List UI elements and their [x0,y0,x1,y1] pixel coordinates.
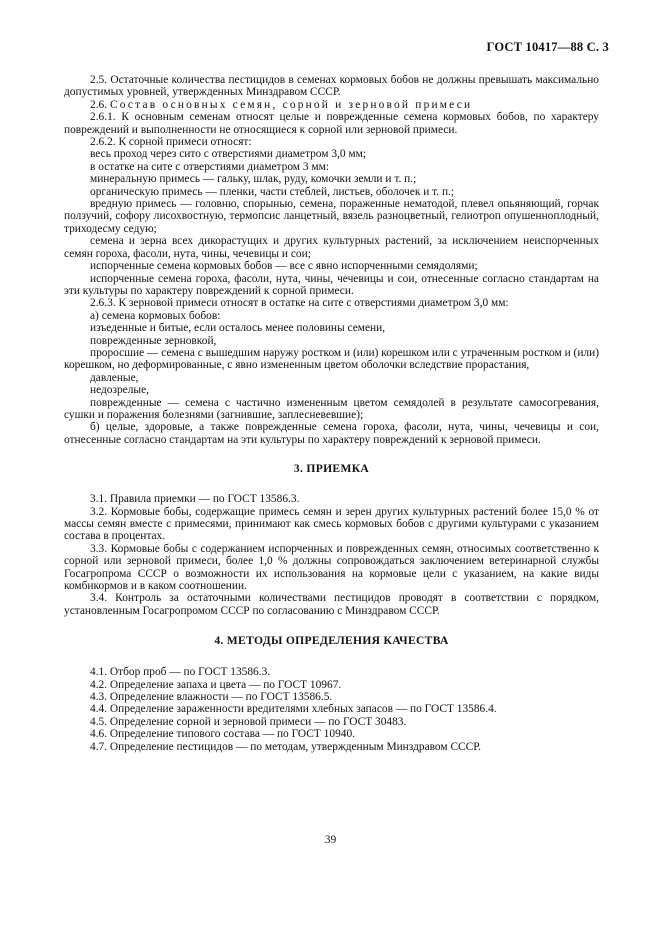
paragraph-2-6-2: 2.6.2. К сорной примеси относят: [90,136,252,149]
paragraph-3-3: 3.3. Кормовые бобы с содержанием испорченных и поврежденных семян, относимых соответственно к сорной или зерновой примеси, более 1,0 % должны сопровождаться заключением ветеринарной службы Госагропрома СССР о возможности их использования на кормовые цели с указанием, на какие виды комбикормов и в каком соотношении. [64,542,599,593]
heading-2-6-text: Состав основных семян, сорной и зерновой примеси [109,98,473,111]
page-number: 39 [324,834,337,846]
grain-item: давленые, [90,371,139,384]
weed-item: испорченные семена гороха, фасоли, нута, чины, чечевицы и сои, отнесенные согласно стандартам на эти культуры по характеру повреждений к сорной примеси. [64,272,599,297]
grain-item: поврежденные — семена с частично измененным цветом семядолей в результате самосогревания, сушки и поражения болезнями (загнившие, заплесневевшие); [64,396,599,421]
weed-item: в остатке на сите с отверстиями диаметром 3 мм: [90,160,329,173]
grain-item: изъеденные и битые, если осталось менее половины семени, [90,322,386,335]
paragraph-3-1: 3.1. Правила приемки — по ГОСТ 13586.3. [90,493,300,506]
subsection-heading-2-6 [64,99,599,111]
weed-item: весь проход через сито с отверстиями диаметром 3,0 мм; [90,148,366,161]
paragraph-2-6-1: 2.6.1. К основным семенам относят целые и поврежденные семена кормовых бобов, по характеру повреждений и выполненности не относящиеся к сорной или зерновой примеси. [64,111,599,136]
weed-item: органическую примесь — пленки, части стеблей, листьев, оболочек и т. п.; [90,185,455,198]
method-item: 4.7. Определение пестицидов — по методам, утвержденным Минздравом СССР. [90,740,482,753]
grain-item: б) целые, здоровые, а также поврежденные семена гороха, фасоли, нута, чины, чечевицы и сои, отнесенные согласно стандартам на эти культуры по характеру повреждений к зерновой примеси. [64,421,599,446]
method-item: 4.1. Отбор проб — по ГОСТ 13586.3. [90,666,271,679]
document-body [64,74,599,753]
method-item: 4.6. Определение типового состава — по ГОСТ 10940. [90,728,355,741]
section-4-heading: 4. МЕТОДЫ ОПРЕДЕЛЕНИЯ КАЧЕСТВА [214,634,449,648]
method-item: 4.2. Определение запаха и цвета — по ГОСТ 10967. [90,678,342,691]
grain-item: поврежденные зерновкой, [90,334,217,347]
paragraph-3-4: 3.4. Контроль за остаточными количествами пестицидов проводят в соответствии с порядком, установленным Госагропромом СССР по согласованию с Минздравом СССР. [64,592,599,617]
paragraph-3-2: 3.2. Кормовые бобы, содержащие примесь семян и зерен других культурных растений более 15,0 % от массы семян вместе с примесями, принимают как смесь кормовых бобов с другими культурами с указанием состава в процентах. [64,505,599,543]
heading-2-6-number: 2.6. [90,98,108,111]
paragraph-2-6-3: 2.6.3. К зерновой примеси относят в остатке на сите с отверстиями диаметром 3,0 мм: [90,297,509,310]
weed-item: испорченные семена кормовых бобов — все с явно испорченными семядолями; [90,260,478,273]
weed-item: семена и зерна всех дикорастущих и других культурных растений, за исключением неиспорченных семян гороха, фасоли, нута, чины, чечевицы и сои; [64,235,599,260]
method-item: 4.3. Определение влажности — по ГОСТ 13586.5. [90,691,333,704]
weed-item: вредную примесь — головню, спорынью, семена, пораженные нематодой, плевел опьяняющий, горчак ползучий, софору лисохвостную, термопсис ланцетный, вязель разноцветный, гелиотроп опушенноплодный, триходесму седую; [64,198,599,235]
method-item: 4.4. Определение зараженности вредителями хлебных запасов — по ГОСТ 13586.4. [90,703,497,716]
paragraph-2-5: 2.5. Остаточные количества пестицидов в семенах кормовых бобов не должны превышать максимально допустимых уровней, утвержденных Минздравом СССР. [64,74,599,99]
section-3-heading: 3. ПРИЕМКА [293,462,370,476]
grain-item: а) семена кормовых бобов: [90,309,221,322]
methods-list [64,666,599,753]
weed-item: минеральную примесь — гальку, шлак, руду, комочки земли и т. п.; [90,173,417,186]
method-item: 4.5. Определение сорной и зерновой примеси — по ГОСТ 30483. [90,715,407,728]
grain-item: проросшие — семена с вышедшим наружу ростком и (или) корешком или с утраченным ростком и (или) корешком, но деформированные, с явно измененным цветом оболочки вследствие прорастания, [64,346,599,372]
grain-item: недозрелые, [90,384,149,397]
page-header: ГОСТ 10417—88 С. 3 [486,40,609,54]
